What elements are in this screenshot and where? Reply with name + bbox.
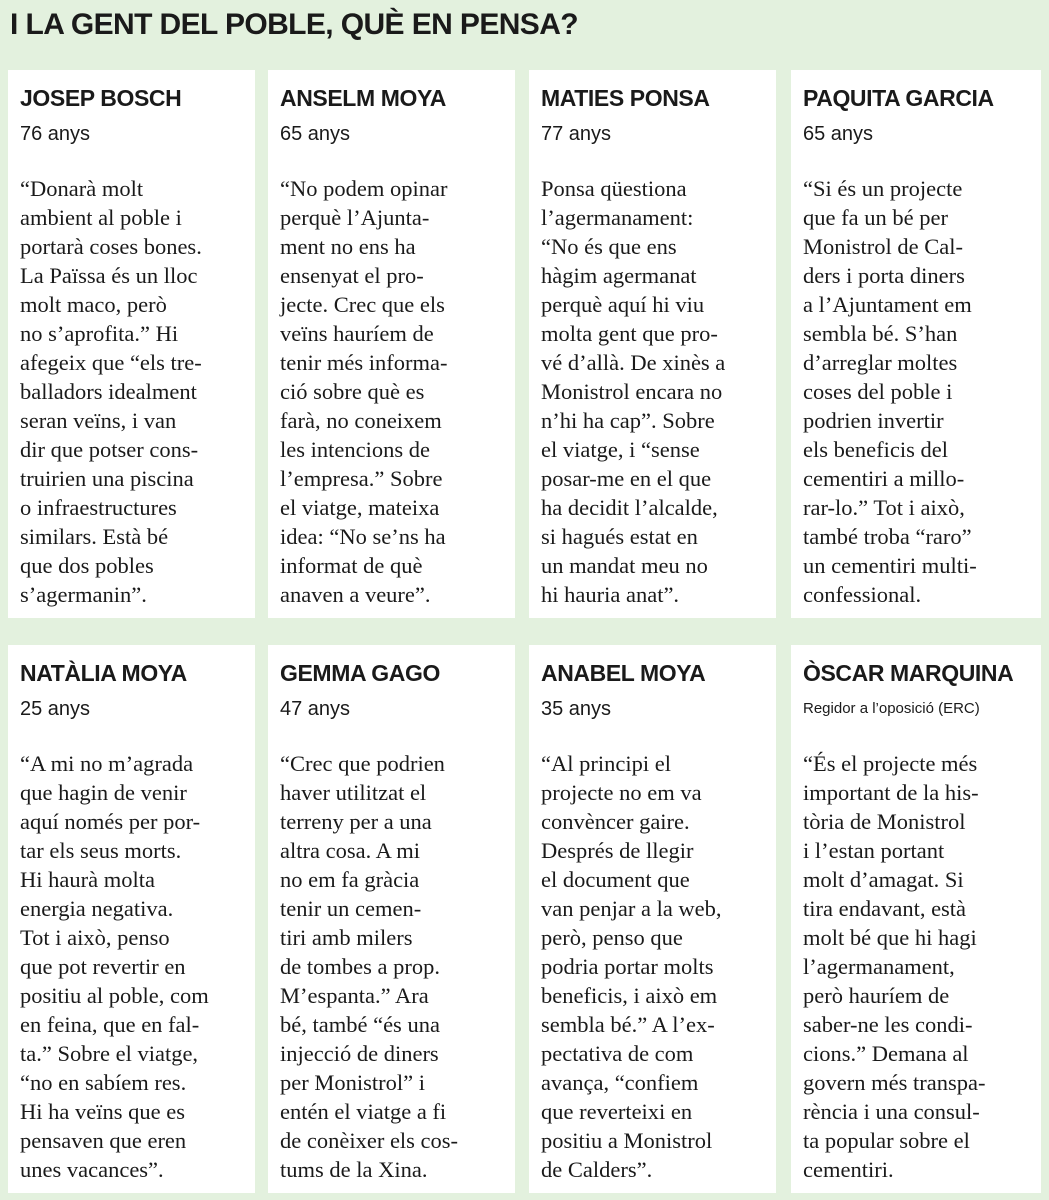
quote-line: positiu al poble, com bbox=[20, 983, 209, 1008]
opinion-card-anabel-moya bbox=[529, 645, 776, 1193]
quote-line: de conèixer els cos- bbox=[280, 1128, 459, 1153]
quote-text bbox=[280, 749, 503, 1184]
quote-line: molt maco, però bbox=[20, 292, 167, 317]
quote-line: l’empresa.” Sobre bbox=[280, 466, 443, 491]
quote-line: hi hauria anat”. bbox=[541, 582, 680, 607]
quote-line: rència i una consul- bbox=[803, 1099, 980, 1124]
quote-line: Hi ha veïns que es bbox=[20, 1099, 185, 1124]
quote-line: beneficis, i això em bbox=[541, 983, 718, 1008]
quote-line: Ponsa qüestiona bbox=[541, 176, 687, 201]
quote-line: Monistrol encara no bbox=[541, 379, 723, 404]
quote-line: el viatge, mateixa bbox=[280, 495, 440, 520]
person-name: JOSEP BOSCH bbox=[20, 85, 182, 111]
quote-line: posar-me en el que bbox=[541, 466, 712, 491]
person-age: 47 anys bbox=[280, 698, 351, 720]
person-name: ANSELM MOYA bbox=[280, 85, 446, 111]
person-name: ÒSCAR MARQUINA bbox=[803, 660, 1014, 686]
quote-line: farà, no coneixem bbox=[280, 408, 442, 433]
opinion-card-natalia-moya bbox=[8, 645, 255, 1193]
quote-line: perquè aquí hi viu bbox=[541, 292, 705, 317]
quote-line: veïns hauríem de bbox=[280, 321, 434, 346]
quote-line: perquè l’Ajunta- bbox=[280, 205, 430, 230]
quote-text bbox=[20, 174, 243, 609]
quote-line: projecte no em va bbox=[541, 780, 702, 805]
quote-line: per Monistrol” i bbox=[280, 1070, 425, 1095]
quote-line: vé d’allà. De xinès a bbox=[541, 350, 726, 375]
quote-line: ta popular sobre el bbox=[803, 1128, 970, 1153]
quote-line: i l’estan portant bbox=[803, 838, 945, 863]
quote-line: “A mi no m’agrada bbox=[20, 751, 194, 776]
quote-line: balladors idealment bbox=[20, 379, 197, 404]
quote-line: “Si és un projecte bbox=[803, 176, 963, 201]
quote-line: pectativa de com bbox=[541, 1041, 694, 1066]
quote-line: tar els seus morts. bbox=[20, 838, 182, 863]
quote-line: anaven a veure”. bbox=[280, 582, 431, 607]
person-name: GEMMA GAGO bbox=[280, 660, 440, 686]
person-age: 77 anys bbox=[541, 123, 612, 145]
quote-line: “no en sabíem res. bbox=[20, 1070, 187, 1095]
quote-line: Tot i això, penso bbox=[20, 925, 170, 950]
opinion-card-paquita-garcia bbox=[791, 70, 1041, 618]
quote-text bbox=[803, 749, 1029, 1184]
quote-line: similars. Està bé bbox=[20, 524, 169, 549]
quote-line: el document que bbox=[541, 867, 690, 892]
quote-line: aquí només per por- bbox=[20, 809, 201, 834]
headline: I LA GENT DEL POBLE, QUÈ EN PENSA? bbox=[10, 8, 578, 41]
quote-line: energia negativa. bbox=[20, 896, 174, 921]
quote-line: els beneficis del bbox=[803, 437, 948, 462]
quote-line: tira endavant, està bbox=[803, 896, 967, 921]
quote-line: “És el projecte més bbox=[803, 751, 978, 776]
quote-text bbox=[541, 174, 764, 609]
quote-line: l’agermanament, bbox=[803, 954, 955, 979]
quote-line: hàgim agermanat bbox=[541, 263, 697, 288]
quote-line: en feina, que en fal- bbox=[20, 1012, 200, 1037]
quote-line: seran veïns, i van bbox=[20, 408, 177, 433]
quote-line: M’espanta.” Ara bbox=[280, 983, 429, 1008]
quote-line: “Donarà molt bbox=[20, 176, 144, 201]
quote-line: podrien invertir bbox=[803, 408, 944, 433]
quote-line: molta gent que pro- bbox=[541, 321, 718, 346]
quote-line: cions.” Demana al bbox=[803, 1041, 969, 1066]
person-name: ANABEL MOYA bbox=[541, 660, 706, 686]
quote-line: “No podem opinar bbox=[280, 176, 448, 201]
quote-line: convèncer gaire. bbox=[541, 809, 690, 834]
quote-line: confessional. bbox=[803, 582, 922, 607]
opinion-card-oscar-marquina bbox=[791, 645, 1041, 1193]
quote-line: Monistrol de Cal- bbox=[803, 234, 963, 259]
quote-line: cementiri. bbox=[803, 1157, 894, 1182]
quote-line: ensenyat el pro- bbox=[280, 263, 424, 288]
quote-line: La Païssa és un lloc bbox=[20, 263, 198, 288]
quote-line: Després de llegir bbox=[541, 838, 694, 863]
quote-line: positiu a Monistrol bbox=[541, 1128, 713, 1153]
quote-line: “Al principi el bbox=[541, 751, 671, 776]
quote-line: “Crec que podrien bbox=[280, 751, 445, 776]
quote-line: afegeix que “els tre- bbox=[20, 350, 202, 375]
quote-line: haver utilitzat el bbox=[280, 780, 427, 805]
quote-line: portarà coses bones. bbox=[20, 234, 202, 259]
quote-line: rar-lo.” Tot i això, bbox=[803, 495, 965, 520]
quote-line: el viatge, i “sense bbox=[541, 437, 700, 462]
quote-line: que dos pobles bbox=[20, 553, 154, 578]
quote-line: molt d’amagat. Si bbox=[803, 867, 964, 892]
quote-line: sembla bé.” A l’ex- bbox=[541, 1012, 715, 1037]
opinion-card-josep-bosch bbox=[8, 70, 255, 618]
quote-line: important de la his- bbox=[803, 780, 979, 805]
quote-line: ha decidit l’alcalde, bbox=[541, 495, 718, 520]
quote-line: saber-ne les condi- bbox=[803, 1012, 973, 1037]
quote-line: van penjar a la web, bbox=[541, 896, 722, 921]
quote-line: injecció de diners bbox=[280, 1041, 439, 1066]
quote-line: ders i porta diners bbox=[803, 263, 965, 288]
quote-line: tòria de Monistrol bbox=[803, 809, 966, 834]
quote-line: entén el viatge a fi bbox=[280, 1099, 447, 1124]
quote-line: podria portar molts bbox=[541, 954, 714, 979]
quote-line: n’hi ha cap”. Sobre bbox=[541, 408, 715, 433]
quote-text bbox=[541, 749, 764, 1184]
person-name: NATÀLIA MOYA bbox=[20, 660, 187, 686]
quote-line: molt bé que hi hagi bbox=[803, 925, 977, 950]
quote-line: idea: “No se’ns ha bbox=[280, 524, 446, 549]
quote-line: també troba “raro” bbox=[803, 524, 972, 549]
quote-line: no em fa gràcia bbox=[280, 867, 420, 892]
quote-line: truirien una piscina bbox=[20, 466, 194, 491]
quote-line: que reverteixi en bbox=[541, 1099, 693, 1124]
quote-line: unes vacances”. bbox=[20, 1157, 164, 1182]
person-role: Regidor a l’oposició (ERC) bbox=[803, 700, 980, 717]
quote-line: terreny per a una bbox=[280, 809, 432, 834]
quote-line: ta.” Sobre el viatge, bbox=[20, 1041, 199, 1066]
quote-text bbox=[803, 174, 1029, 609]
opinion-card-maties-ponsa bbox=[529, 70, 776, 618]
quote-line: s’agermanin”. bbox=[20, 582, 147, 607]
person-age: 76 anys bbox=[20, 123, 91, 145]
quote-line: jecte. Crec que els bbox=[280, 292, 445, 317]
quote-line: Hi haurà molta bbox=[20, 867, 155, 892]
quote-line: tiri amb milers bbox=[280, 925, 413, 950]
quote-line: de Calders”. bbox=[541, 1157, 653, 1182]
person-age: 25 anys bbox=[20, 698, 91, 720]
quote-line: si hagués estat en bbox=[541, 524, 698, 549]
quote-line: o infraestructures bbox=[20, 495, 177, 520]
quote-line: ment no ens ha bbox=[280, 234, 416, 259]
quote-line: pensaven que eren bbox=[20, 1128, 187, 1153]
quote-line: dir que potser cons- bbox=[20, 437, 199, 462]
quote-line: ambient al poble i bbox=[20, 205, 182, 230]
quote-line: ció sobre què es bbox=[280, 379, 425, 404]
quote-line: però hauríem de bbox=[803, 983, 950, 1008]
quote-line: informat de què bbox=[280, 553, 423, 578]
quote-line: a l’Ajuntament em bbox=[803, 292, 972, 317]
quote-line: un cementiri multi- bbox=[803, 553, 977, 578]
opinion-card-anselm-moya bbox=[268, 70, 515, 618]
person-age: 35 anys bbox=[541, 698, 612, 720]
quote-line: “No és que ens bbox=[541, 234, 677, 259]
quote-line: de tombes a prop. bbox=[280, 954, 440, 979]
quote-line: tenir més informa- bbox=[280, 350, 448, 375]
quote-line: sembla bé. S’han bbox=[803, 321, 958, 346]
person-name: MATIES PONSA bbox=[541, 85, 710, 111]
quote-line: que pot revertir en bbox=[20, 954, 186, 979]
quote-line: l’agermanament: bbox=[541, 205, 694, 230]
quote-line: avança, “confiem bbox=[541, 1070, 699, 1095]
quote-line: que fa un bé per bbox=[803, 205, 948, 230]
quote-line: un mandat meu no bbox=[541, 553, 708, 578]
person-name: PAQUITA GARCIA bbox=[803, 85, 994, 111]
quote-text bbox=[20, 749, 243, 1184]
quote-line: bé, també “és una bbox=[280, 1012, 440, 1037]
quote-line: d’arreglar moltes bbox=[803, 350, 958, 375]
quote-text bbox=[280, 174, 503, 609]
quote-line: tenir un cemen- bbox=[280, 896, 422, 921]
quote-line: coses del poble i bbox=[803, 379, 953, 404]
quote-line: les intencions de bbox=[280, 437, 430, 462]
quote-line: cementiri a millo- bbox=[803, 466, 965, 491]
person-age: 65 anys bbox=[803, 123, 874, 145]
quote-line: govern més transpa- bbox=[803, 1070, 986, 1095]
quote-line: que hagin de venir bbox=[20, 780, 187, 805]
opinion-card-gemma-gago bbox=[268, 645, 515, 1193]
quote-line: tums de la Xina. bbox=[280, 1157, 428, 1182]
quote-line: no s’aprofita.” Hi bbox=[20, 321, 179, 346]
quote-line: però, penso que bbox=[541, 925, 683, 950]
person-age: 65 anys bbox=[280, 123, 351, 145]
quote-line: altra cosa. A mi bbox=[280, 838, 420, 863]
